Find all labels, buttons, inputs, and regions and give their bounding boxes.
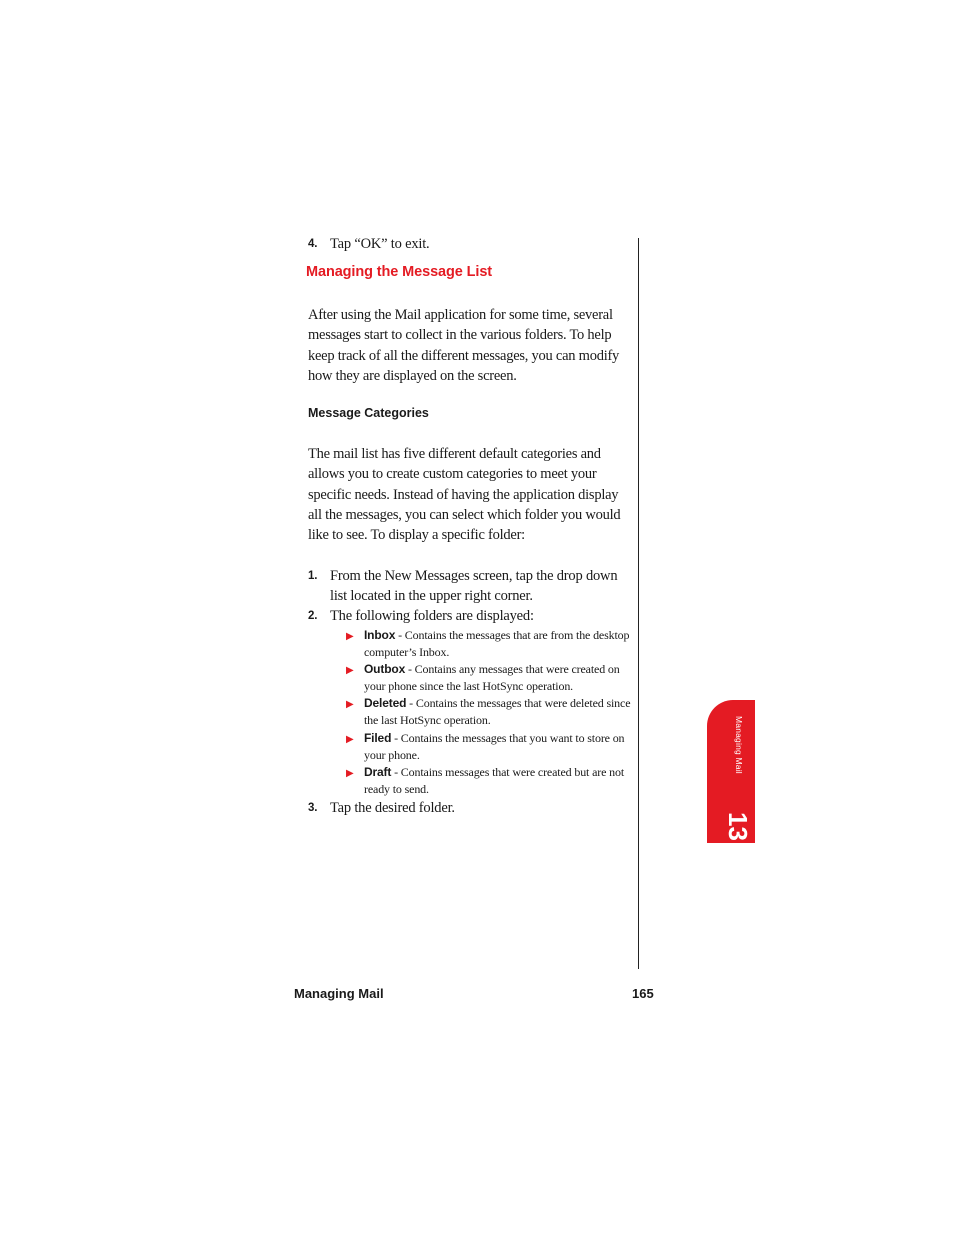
- folder-bullet-draft: [346, 764, 634, 798]
- step-number: 1.: [308, 570, 318, 582]
- step-text: Tap “OK” to exit.: [330, 236, 430, 252]
- column-divider: [638, 238, 639, 969]
- footer-chapter-title: Managing Mail: [294, 986, 384, 1001]
- bullet-description: - Contains any messages that were created on your phone since the last HotSync operation.: [364, 662, 620, 693]
- bullet-arrow-icon: ▶: [346, 699, 354, 710]
- subsection-intro-paragraph: The mail list has five different default categories and allows you to create custom categories to meet your specific needs. Instead of having the application display all the messages, you can select which folder you would like to see. To display a specific folder:: [308, 446, 621, 544]
- section-intro-paragraph: After using the Mail application for some time, several messages start to collect in the various folders. To help keep track of all the different messages, you can modify how they are displayed on the screen.: [308, 307, 620, 384]
- step-text: Tap the desired folder.: [330, 800, 455, 816]
- folder-bullet-outbox: [346, 661, 634, 695]
- chapter-tab-number: 13: [723, 812, 753, 841]
- bullet-description: - Contains the messages that are from the desktop computer’s Inbox.: [364, 628, 630, 659]
- step-text: The following folders are displayed:: [330, 608, 534, 624]
- bullet-term: Inbox: [364, 628, 396, 642]
- folder-bullet-filed: [346, 730, 634, 764]
- step-number: 2.: [308, 610, 318, 622]
- bullet-term: Deleted: [364, 696, 407, 710]
- bullet-description: - Contains messages that were created but are not ready to send.: [364, 765, 625, 796]
- footer-page-number: 165: [632, 986, 654, 1001]
- chapter-tab-label: Managing Mail: [734, 716, 744, 774]
- bullet-term: Filed: [364, 731, 392, 745]
- folder-bullet-inbox: [346, 627, 634, 661]
- step-number: 3.: [308, 802, 318, 814]
- bullet-description: - Contains the messages that were deleted since the last HotSync operation.: [364, 696, 631, 727]
- step-2: [308, 606, 630, 626]
- step-text: From the New Messages screen, tap the drop down list located in the upper right corner.: [330, 568, 618, 604]
- step-number: 4.: [308, 238, 318, 250]
- step-4: [308, 234, 630, 254]
- bullet-description: - Contains the messages that you want to store on your phone.: [364, 731, 625, 762]
- step-1: [308, 566, 630, 606]
- folder-bullet-deleted: [346, 695, 634, 729]
- section-title: Managing the Message List: [306, 264, 493, 280]
- bullet-arrow-icon: ▶: [346, 631, 354, 642]
- bullet-arrow-icon: ▶: [346, 665, 354, 676]
- bullet-arrow-icon: ▶: [346, 768, 354, 779]
- bullet-term: Outbox: [364, 662, 406, 676]
- step-3: [308, 798, 630, 818]
- bullet-arrow-icon: ▶: [346, 734, 354, 745]
- bullet-term: Draft: [364, 765, 392, 779]
- subsection-title: Message Categories: [308, 406, 429, 420]
